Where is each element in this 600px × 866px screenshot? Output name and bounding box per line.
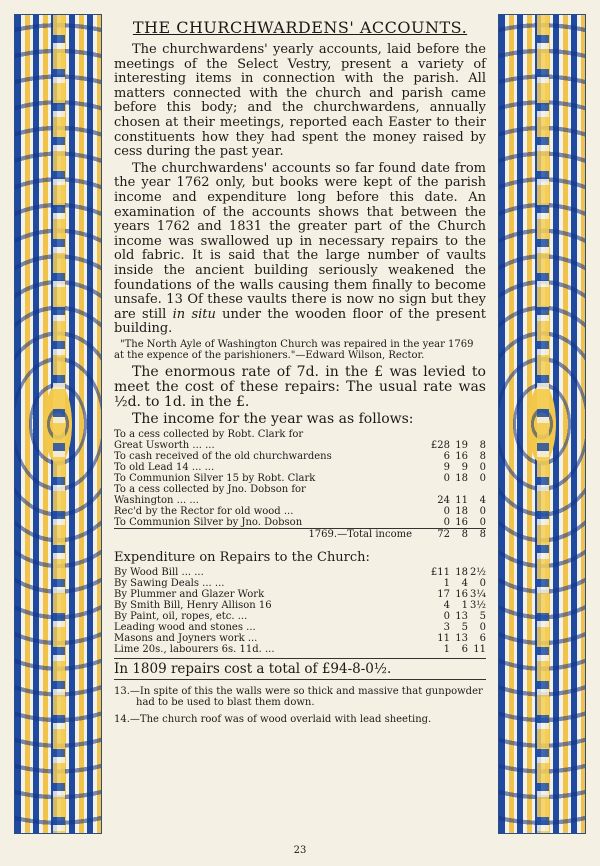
expenditure-pence: 5 bbox=[479, 610, 486, 622]
expenditure-desc: By Smith Bill, Henry Allison 16 bbox=[114, 599, 272, 611]
expenditure-row bbox=[114, 567, 486, 578]
expenditure-shillings: 6 bbox=[461, 643, 468, 655]
expenditure-desc: Leading wood and stones ... bbox=[114, 621, 256, 633]
income-shillings: 16 bbox=[455, 516, 468, 528]
expenditure-desc: Lime 20s., labourers 6s. 11d. ... bbox=[114, 643, 275, 655]
expenditure-pounds: 17 bbox=[437, 588, 450, 600]
paragraph-intro: The churchwardens' yearly accounts, laid before the meetings of the Select Vestry, present a variety of interesting items in connection with the parish. All matters connected with the church and parish came before this body; and the churchwardens, annually chosen at their meetings, reported each Easter to their constituents how they had spent the money raised by cess during the past year. bbox=[114, 42, 486, 160]
income-pence bbox=[468, 484, 486, 495]
expenditure-pence: 2½ bbox=[469, 566, 486, 578]
expenditure-pence: 0 bbox=[479, 577, 486, 589]
expenditure-row bbox=[114, 589, 486, 600]
income-row bbox=[114, 451, 486, 462]
expenditure-pence: 6 bbox=[479, 632, 486, 644]
paragraph-accounts-text: The churchwardens' accounts so far found date from the year 1762 only, but books were kept of the parish income and expenditure long before this date. An examination of the accounts shows that between the years 1762 and 1831 the greater part of the Church income was swallowed up in necessary repairs to the old fabric. It is said that the large number of vaults inside the ancient building seriously weakened the foundations of the walls causing them finally to become unsafe. 13 Of these vaults there is now no sign but they are still bbox=[114, 160, 486, 322]
income-desc: Great Usworth ... ... bbox=[114, 439, 215, 451]
income-pounds: 9 bbox=[443, 461, 450, 473]
expenditure-pence: 0 bbox=[479, 621, 486, 633]
income-pounds: 6 bbox=[443, 450, 450, 462]
paragraph-accounts bbox=[114, 162, 486, 337]
footnote-14: 14.—The church roof was of wood overlaid with lead sheeting. bbox=[114, 713, 432, 725]
income-row bbox=[114, 429, 486, 440]
income-total-pounds: 72 bbox=[424, 528, 450, 540]
income-shillings bbox=[450, 429, 468, 440]
income-shillings: 19 bbox=[455, 439, 468, 451]
expenditure-pounds: 1 bbox=[443, 577, 450, 589]
income-desc: To a cess collected by Robt. Clark for bbox=[114, 428, 304, 440]
income-shillings: 18 bbox=[455, 472, 468, 484]
income-pounds bbox=[424, 429, 450, 440]
income-shillings: 16 bbox=[455, 450, 468, 462]
income-pounds: £28 bbox=[430, 439, 450, 451]
expenditure-desc: By Sawing Deals ... ... bbox=[114, 577, 225, 589]
income-total-label: 1769.—Total income bbox=[114, 528, 424, 540]
income-row bbox=[114, 462, 486, 473]
page-content bbox=[114, 18, 486, 725]
income-pounds: 0 bbox=[443, 516, 450, 528]
income-row bbox=[114, 506, 486, 517]
decorative-border-left bbox=[14, 14, 102, 834]
expenditure-shillings: 4 bbox=[461, 577, 468, 589]
income-row bbox=[114, 484, 486, 495]
expenditure-row bbox=[114, 578, 486, 589]
income-desc: To Communion Silver by Jno. Dobson bbox=[114, 516, 303, 528]
expenditure-pounds: 4 bbox=[443, 599, 450, 611]
income-total-shillings: 8 bbox=[450, 528, 468, 540]
paragraph-accounts-italic: in situ bbox=[172, 306, 216, 322]
income-total-pence: 8 bbox=[468, 528, 486, 540]
income-table bbox=[114, 429, 486, 540]
expenditure-row bbox=[114, 633, 486, 644]
income-desc: To cash received of the old churchwardens bbox=[114, 450, 332, 462]
income-shillings: 9 bbox=[461, 461, 468, 473]
expenditure-shillings: 1 bbox=[461, 599, 468, 611]
paragraph-accounts-end: under the wooden floor of the present building. bbox=[114, 306, 486, 337]
income-shillings: 11 bbox=[455, 494, 468, 506]
expenditure-row bbox=[114, 622, 486, 633]
paragraph-rate: The enormous rate of 7d. in the £ was levied to meet the cost of these repairs: The usual rate was ½d. to 1d. in the £. bbox=[114, 363, 486, 410]
income-total-row bbox=[114, 528, 486, 540]
page-number: 23 bbox=[293, 845, 307, 856]
income-pence: 8 bbox=[479, 439, 486, 451]
expenditure-row bbox=[114, 644, 486, 655]
income-desc: To Communion Silver 15 by Robt. Clark bbox=[114, 472, 316, 484]
income-pounds: 0 bbox=[443, 505, 450, 517]
expenditure-table bbox=[114, 567, 486, 655]
income-row bbox=[114, 495, 486, 506]
repairs-summary: In 1809 repairs cost a total of £94-8-0½. bbox=[114, 658, 486, 680]
income-pence: 0 bbox=[479, 461, 486, 473]
expenditure-desc: Masons and Joyners work ... bbox=[114, 632, 258, 644]
quote-note: "The North Ayle of Washington Church was repaired in the year 1769 at the expence of the parishioners."—Edward Wilson, Rector. bbox=[114, 338, 474, 361]
expenditure-shillings: 18 bbox=[455, 566, 468, 578]
expenditure-row bbox=[114, 611, 486, 622]
income-desc: Washington ... ... bbox=[114, 494, 199, 506]
income-row bbox=[114, 473, 486, 484]
income-shillings: 18 bbox=[455, 505, 468, 517]
expenditure-pence: 11 bbox=[473, 643, 486, 655]
income-pence: 8 bbox=[479, 450, 486, 462]
page-title: THE CHURCHWARDENS' ACCOUNTS. bbox=[132, 18, 468, 37]
income-pounds: 0 bbox=[443, 472, 450, 484]
income-shillings bbox=[450, 484, 468, 495]
income-heading: The income for the year was as follows: bbox=[132, 410, 414, 427]
expenditure-shillings: 16 bbox=[455, 588, 468, 600]
expenditure-heading: Expenditure on Repairs to the Church: bbox=[114, 549, 370, 565]
expenditure-row bbox=[114, 600, 486, 611]
income-pence: 0 bbox=[479, 505, 486, 517]
income-row bbox=[114, 517, 486, 529]
expenditure-pounds: £11 bbox=[430, 566, 450, 578]
expenditure-shillings: 13 bbox=[455, 610, 468, 622]
expenditure-desc: By Paint, oil, ropes, etc. ... bbox=[114, 610, 248, 622]
income-pence: 0 bbox=[479, 472, 486, 484]
expenditure-desc: By Plummer and Glazer Work bbox=[114, 588, 265, 600]
income-pence: 0 bbox=[479, 516, 486, 528]
income-pence: 4 bbox=[479, 494, 486, 506]
expenditure-pounds: 0 bbox=[443, 610, 450, 622]
expenditure-pounds: 3 bbox=[443, 621, 450, 633]
expenditure-pence: 3¼ bbox=[469, 588, 486, 600]
income-pence bbox=[468, 429, 486, 440]
income-pounds: 24 bbox=[437, 494, 450, 506]
decorative-border-right bbox=[498, 14, 586, 834]
income-pounds bbox=[424, 484, 450, 495]
footnote-13: 13.—In spite of this the walls were so thick and massive that gunpowder had to be used to blast them down. bbox=[114, 685, 483, 708]
income-desc: To a cess collected by Jno. Dobson for bbox=[114, 483, 306, 495]
income-desc: To old Lead 14 ... ... bbox=[114, 461, 215, 473]
expenditure-pence: 3½ bbox=[469, 599, 486, 611]
income-desc: Rec'd by the Rector for old wood ... bbox=[114, 505, 294, 517]
income-row bbox=[114, 440, 486, 451]
expenditure-desc: By Wood Bill ... ... bbox=[114, 566, 204, 578]
expenditure-shillings: 13 bbox=[455, 632, 468, 644]
expenditure-pounds: 11 bbox=[437, 632, 450, 644]
expenditure-shillings: 5 bbox=[461, 621, 468, 633]
expenditure-pounds: 1 bbox=[443, 643, 450, 655]
